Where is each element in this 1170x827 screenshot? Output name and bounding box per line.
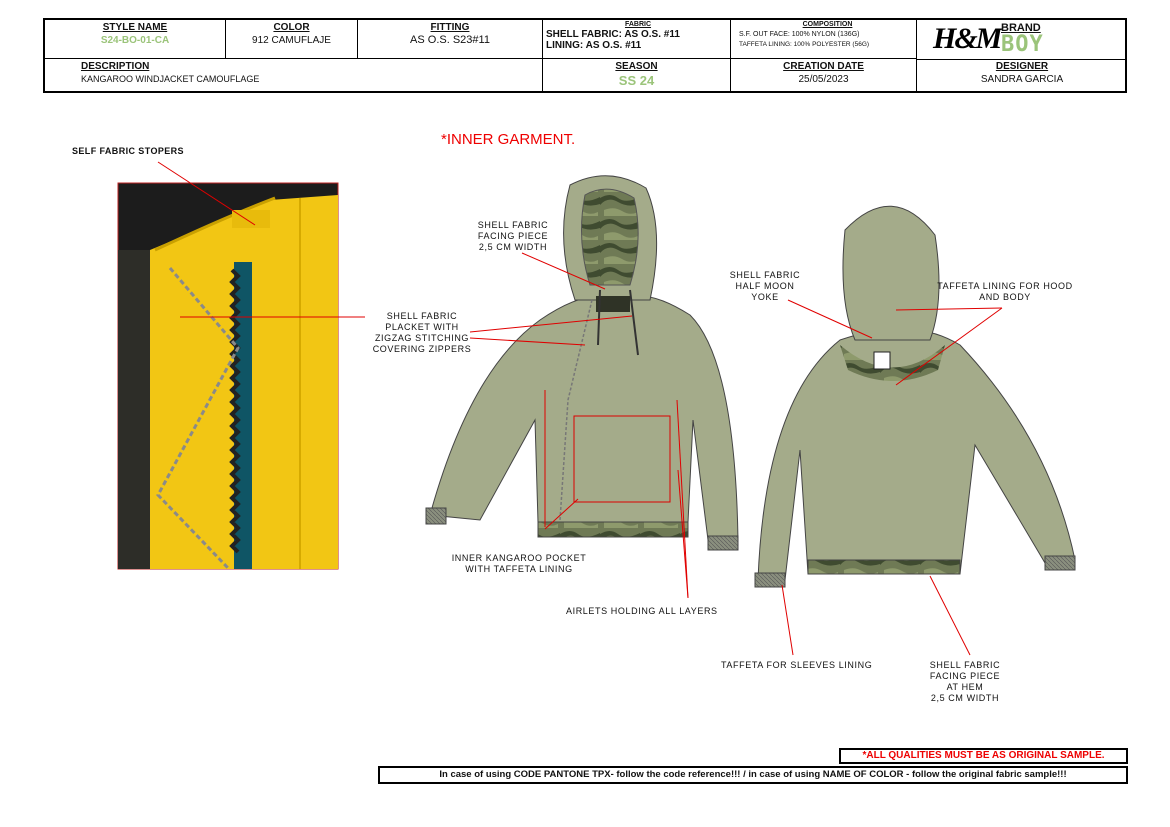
placket-detail-photo <box>118 183 338 569</box>
facing-line-3: 2,5 CM WIDTH <box>478 242 548 252</box>
description-label: DESCRIPTION <box>81 61 150 72</box>
annotation-kangaroo-pocket <box>444 553 594 575</box>
pantone-note: In case of using CODE PANTONE TPX- follow the code reference!!! / in case of using NAME OF COLOR - follow the original fabric sample!!! <box>378 766 1128 784</box>
fitting-value: AS O.S. S23#11 <box>410 34 490 46</box>
creation-date-label: CREATION DATE <box>783 61 864 72</box>
designer-label: DESIGNER <box>995 61 1049 72</box>
facing-line-1: SHELL FABRIC <box>477 220 549 230</box>
designer-value: SANDRA GARCIA <box>980 74 1064 85</box>
half-moon-line-3: YOKE <box>751 292 779 302</box>
brand-value: BOY <box>1001 32 1044 57</box>
color-label: COLOR <box>273 22 310 33</box>
color-value: 912 CAMUFLAJE <box>252 35 331 46</box>
composition-label: COMPOSITION <box>802 21 853 28</box>
placket-line-1: SHELL FABRIC <box>386 311 458 321</box>
annotation-sleeves-lining: TAFFETA FOR SLEEVES LINING <box>721 660 873 670</box>
qualities-note: *ALL QUALITIES MUST BE AS ORIGINAL SAMPLE. <box>839 748 1128 764</box>
placket-line-2: PLACKET WITH <box>385 322 459 332</box>
hem-line-1: SHELL FABRIC <box>929 660 1001 670</box>
creation-date-value: 25/05/2023 <box>798 74 849 85</box>
placket-line-4: COVERING ZIPPERS <box>372 344 472 354</box>
description-value: KANGAROO WINDJACKET CAMOUFLAGE <box>81 74 260 84</box>
half-moon-line-1: SHELL FABRIC <box>729 270 801 280</box>
composition-lining: TAFFETA LINING: 100% POLYESTER (56G) <box>739 41 870 48</box>
taffeta-hood-line-2: AND BODY <box>979 292 1031 302</box>
annotation-self-fabric-stopers: SELF FABRIC STOPERS <box>72 146 184 156</box>
brand-label: BRAND <box>1001 22 1041 34</box>
fabric-label: FABRIC <box>624 21 652 28</box>
hem-line-2: FACING PIECE <box>929 671 1001 681</box>
facing-line-2: FACING PIECE <box>477 231 549 241</box>
pocket-line-1: INNER KANGAROO POCKET <box>451 553 587 563</box>
style-name-label: STYLE NAME <box>102 22 168 33</box>
inner-garment-title: *INNER GARMENT. <box>441 131 576 148</box>
fitting-label: FITTING <box>430 22 470 33</box>
pocket-line-2: WITH TAFFETA LINING <box>465 564 573 574</box>
fabric-lining: LINING: AS O.S. #11 <box>546 40 642 51</box>
fabric-shell: SHELL FABRIC: AS O.S. #11 <box>546 29 680 40</box>
annotation-shell-placket <box>362 311 482 355</box>
annotation-facing-piece <box>468 220 558 253</box>
taffeta-hood-line-1: TAFFETA LINING FOR HOOD <box>937 281 1073 291</box>
annotation-taffeta-hood <box>930 281 1080 303</box>
composition-shell: S.F. OUT FACE: 100% NYLON (136G) <box>739 31 860 38</box>
annotation-hem-facing <box>920 660 1010 704</box>
season-value: SS 24 <box>618 73 655 88</box>
annotation-half-moon-yoke <box>720 270 810 303</box>
hem-line-3: AT HEM <box>946 682 984 692</box>
hem-line-4: 2,5 CM WIDTH <box>930 693 1000 703</box>
placket-line-3: ZIGZAG STITCHING <box>374 333 470 343</box>
season-label: SEASON <box>615 61 658 72</box>
hm-logo: H&M <box>933 22 1001 55</box>
half-moon-line-2: HALF MOON <box>735 281 795 291</box>
annotation-airlets: AIRLETS HOLDING ALL LAYERS <box>566 606 718 616</box>
style-name-value: S24-BO-01-CA <box>100 35 170 46</box>
back-hoodie-drawing <box>755 206 1075 587</box>
